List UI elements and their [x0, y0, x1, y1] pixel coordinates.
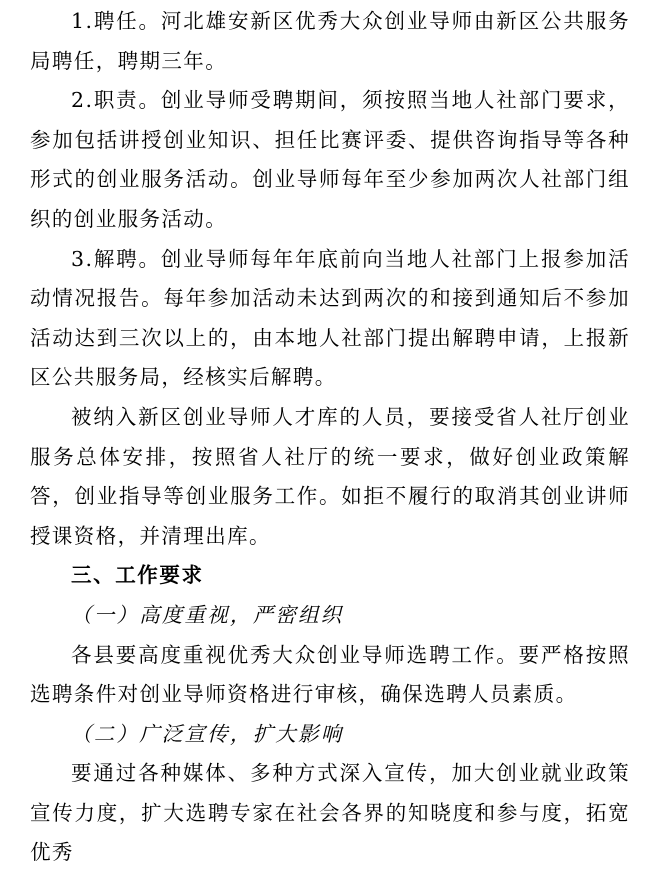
section-heading-work-requirements: 三、工作要求	[71, 563, 204, 588]
paragraph-appointment: 1.聘任。河北雄安新区优秀大众创业导师由新区公共服务局聘任，聘期三年。	[30, 9, 630, 73]
subsection-title-2: （二）广泛宣传，扩大影响	[71, 721, 344, 746]
document-page	[30, 0, 630, 873]
subsection-title-1: （一）高度重视，严密组织	[71, 602, 344, 627]
subsection-text-2: 要通过各种媒体、多种方式深入宣传，加大创业就业政策宣传力度，扩大选聘专家在社会各界的知晓度和参与度，拓宽优秀	[30, 761, 630, 865]
subsection-text-1: 各县要高度重视优秀大众创业导师选聘工作。要严格按照选聘条件对创业导师资格进行审核，确保选聘人员素质。	[30, 642, 630, 707]
paragraph-dismissal: 3.解聘。创业导师每年年底前向当地人社部门上报参加活动情况报告。每年参加活动未达到两次的和接到通知后不参加活动达到三次以上的，由本地人社部门提出解聘申请，上报新区公共服务局，经核实后解聘。	[30, 246, 630, 390]
paragraph-duties: 2.职责。创业导师受聘期间，须按照当地人社部门要求，参加包括讲授创业知识、担任比赛评委、提供咨询指导等各种形式的创业服务活动。创业导师每年至少参加两次人社部门组织的创业服务活动。	[30, 88, 630, 231]
paragraph-talent-pool: 被纳入新区创业导师人才库的人员，要接受省人社厅创业服务总体安排，按照省人社厅的统一要求，做好创业政策解答，创业指导等创业服务工作。如拒不履行的取消其创业讲师授课资格，并清理出库。	[30, 404, 630, 548]
